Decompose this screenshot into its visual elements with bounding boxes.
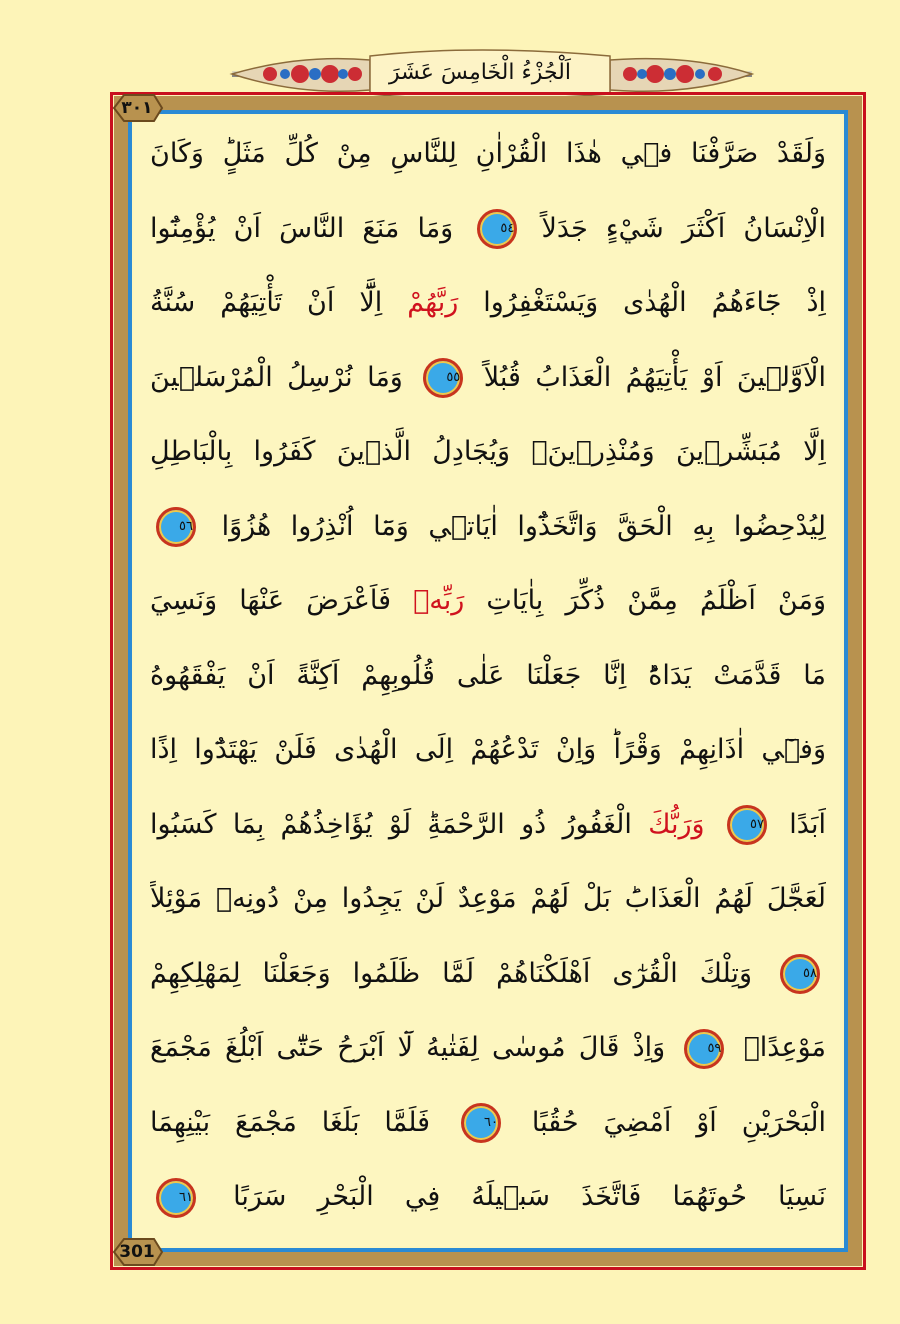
verse-text: فَلَمَّا بَلَغَا مَجْمَعَ بَيْنِهِمَا	[150, 1106, 431, 1138]
page-number-bottom: 301	[110, 1236, 164, 1268]
verse-text: وَمَنْ اَظْلَمُ مِمَّنْ ذُكِّرَ بِاٰيَاتِ	[464, 585, 826, 616]
verse-line	[150, 1164, 826, 1230]
verse-line	[150, 866, 826, 932]
ayah-number-marker: ٥٨	[780, 954, 820, 994]
verse-line	[150, 1090, 826, 1156]
verse-line	[150, 1015, 826, 1081]
verse-line	[150, 568, 826, 634]
verse-line	[150, 196, 826, 262]
verse-line	[150, 270, 826, 336]
verse-line	[150, 121, 826, 187]
verse-text: اِذْ جَٓاءَهُمُ الْهُدٰى وَيَسْتَغْفِرُوا	[458, 287, 826, 318]
verse-text: اَبَدًا	[789, 808, 826, 840]
verse-text: لِيُدْحِضُوا بِهِ الْحَقَّ وَاتَّخَذُٓوا اٰيَاتٖي وَمَٓا اُنْذِرُوا هُزُوًا	[221, 510, 826, 542]
ayah-number-marker: ٥٥	[423, 358, 463, 398]
verse-text: نَسِيَا حُوتَهُمَا فَاتَّخَذَ سَبٖيلَهُ فِي الْبَحْرِ سَرَبًا	[233, 1181, 826, 1212]
ayah-number-marker: ٥٤	[477, 209, 517, 249]
divine-name-text: وَرَبُّكَ	[648, 808, 705, 840]
ayah-number-marker: ٦١	[156, 1178, 196, 1218]
verse-line	[150, 941, 826, 1007]
verse-text: وَاِذْ قَالَ مُوسٰى لِفَتٰيهُ لَٓا اَبْرَحُ حَتّٰٓى اَبْلُغَ مَجْمَعَ	[150, 1032, 666, 1063]
ayah-number-marker: ٦٠	[461, 1103, 501, 1143]
verse-text: وَلَقَدْ صَرَّفْنَا فٖي هٰذَا الْقُرْاٰنِ لِلنَّاسِ مِنْ كُلِّ مَثَلٍؕ وَكَانَ	[150, 138, 826, 169]
verse-line	[150, 345, 826, 411]
divine-name-text: رَبَّهُمْ	[407, 287, 459, 318]
verse-text: الْبَحْرَيْنِ اَوْ اَمْضِيَ حُقُبًا	[531, 1106, 826, 1138]
verse-text: اِلَّٓا اَنْ تَأْتِيَهُمْ سُنَّةُ	[150, 287, 383, 318]
verse-text: مَا قَدَّمَتْ يَدَاهُؕ اِنَّا جَعَلْنَا عَلٰى قُلُوبِهِمْ اَكِنَّةً اَنْ يَفْقَهُوهُ	[150, 659, 826, 691]
verse-text: فَاَعْرَضَ عَنْهَا وَنَسِيَ	[150, 585, 392, 616]
page-number-top: ٣٠١	[110, 92, 164, 124]
ayah-number-marker: ٥٩	[684, 1029, 724, 1069]
juz-title: اَلْجُزْءُ الْخَامِسَ عَشَرَ	[389, 59, 571, 85]
verse-line	[150, 792, 826, 858]
verse-text: الْاَوَّلٖينَ اَوْ يَأْتِيَهُمُ الْعَذَابُ قُبُلاً	[483, 361, 826, 393]
verse-text: لَعَجَّلَ لَهُمُ الْعَذَابَؕ بَلْ لَهُمْ مَوْعِدٌ لَنْ يَجِدُوا مِنْ دُونِهٖ مَوْئِلاً	[150, 883, 826, 914]
verse-line	[150, 494, 826, 560]
verse-text: وَمَا مَنَعَ النَّاسَ اَنْ يُؤْمِنُٓوا	[150, 212, 454, 244]
verse-text: وَتِلْكَ الْقُرٰٓى اَهْلَكْنَاهُمْ لَمَّا ظَلَمُوا وَجَعَلْنَا لِمَهْلِكِهِمْ	[150, 957, 752, 989]
verse-line	[150, 419, 826, 485]
verse-line	[150, 643, 826, 709]
ayah-number-marker: ٥٧	[727, 805, 767, 845]
verse-line	[150, 717, 826, 783]
verse-text: الْغَفُورُ ذُو الرَّحْمَةِؕ لَوْ يُؤَاخِذُهُمْ بِمَا كَسَبُوا	[150, 808, 632, 840]
verse-text: مَوْعِدًاۧ	[743, 1032, 826, 1063]
divine-name-text: رَبِّهٖ	[413, 585, 465, 616]
verse-text: اِلَّا مُبَشِّرٖينَ وَمُنْذِرٖينَۚ وَيُجَادِلُ الَّذٖينَ كَفَرُوا بِالْبَاطِلِ	[150, 436, 826, 467]
verse-text: وَمَا نُرْسِلُ الْمُرْسَلٖينَ	[150, 361, 403, 393]
verse-text: الْاِنْسَانُ اَكْثَرَ شَيْءٍ جَدَلاً	[541, 212, 826, 244]
verse-text: وَفٖٓي اٰذَانِهِمْ وَقْرًاؕ وَاِنْ تَدْعُهُمْ اِلَى الْهُدٰى فَلَنْ يَهْتَدُٓوا اِذًا	[150, 734, 826, 765]
ayah-number-marker: ٥٦	[156, 507, 196, 547]
